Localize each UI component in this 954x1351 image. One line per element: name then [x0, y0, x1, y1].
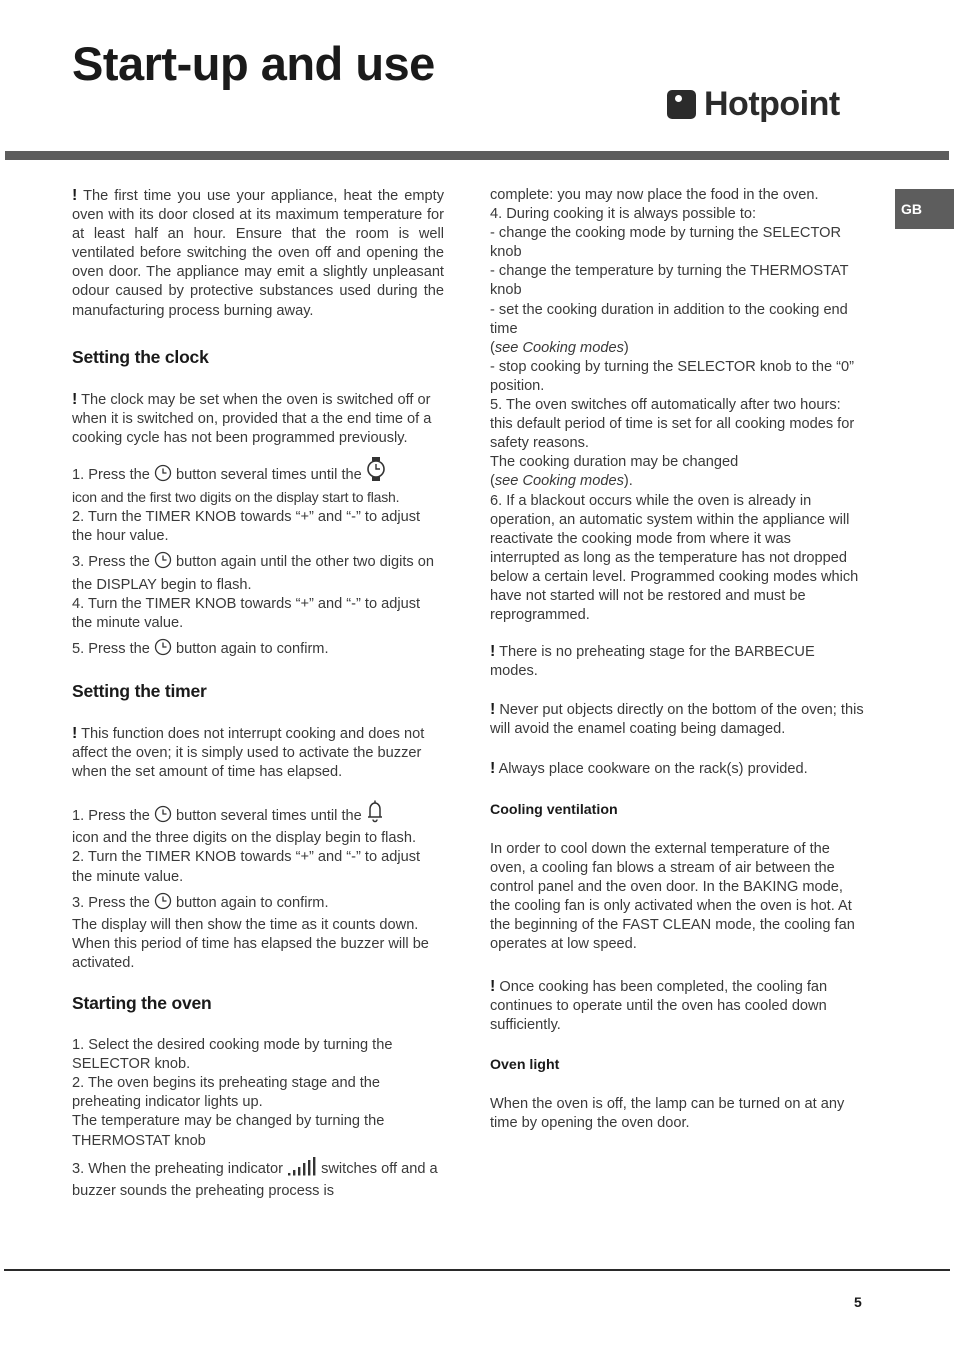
clock-button-icon [154, 805, 172, 829]
clock-step-5: 5. Press the button again to confirm. [72, 638, 444, 662]
timer-step-3-detail: The display will then show the time as it counts down. When this period of time has elapsed the buzzer will be activated. [72, 916, 429, 971]
warning-mark: ! [490, 759, 496, 777]
watch-icon [366, 456, 386, 488]
left-column [72, 186, 444, 1201]
step-4-c: - set the cooking duration in addition to the cooking end time [490, 301, 848, 337]
warning-mark: ! [72, 187, 78, 204]
clock-step-1: 1. Press the button several times until the icon and the first two digits on the display start to flash. [72, 456, 444, 508]
step-5b: The cooking duration may be changed [490, 454, 739, 471]
oven-step-2: 2. The oven begins its preheating stage and the preheating indicator lights up. [72, 1075, 381, 1111]
warning-mark: ! [490, 643, 496, 661]
oven-step-3: 3. When the preheating indicator switches off and a buzzer sounds the preheating process is [72, 1156, 444, 1201]
see-cooking-modes-ref-2: (see Cooking modes). [490, 473, 633, 490]
oven-light-text: When the oven is off, the lamp can be turned on at any time by opening the oven door. [490, 1095, 845, 1131]
see-cooking-modes-ref: (see Cooking modes) [490, 339, 629, 356]
cooling-note: ! Once cooking has been completed, the cooling fan continues to operate until the oven has cooled down sufficiently. [490, 978, 828, 1034]
warning-rack: ! Always place cookware on the rack(s) provided. [490, 759, 808, 777]
heading-setting-clock: Setting the clock [72, 346, 209, 367]
oven-step-1: 1. Select the desired cooking mode by turning the SELECTOR knob. [72, 1037, 393, 1073]
clock-button-icon [154, 638, 172, 662]
clock-button-icon [154, 464, 172, 488]
oven-step-2b: The temperature may be changed by turning the THERMOSTAT knob [72, 1113, 385, 1149]
step-4-d: - stop cooking by turning the SELECTOR knob to the “0” position. [490, 358, 854, 394]
page-number: 5 [854, 1294, 862, 1310]
warning-bottom: ! Never put objects directly on the bottom of the oven; this will avoid the enamel coating being damaged. [490, 701, 864, 738]
clock-step-3: 3. Press the button again until the other two digits on the DISPLAY begin to flash. [72, 551, 444, 594]
timer-step-1: 1. Press the button several times until the icon and the three digits on the display begin to flash. [72, 799, 444, 848]
heading-starting-oven: Starting the oven [72, 993, 212, 1013]
heading-oven-light: Oven light [490, 1056, 560, 1073]
step-6: 6. If a blackout occurs while the oven is already in operation, an automatic system within the appliance will reactivate the cooking mode from where it was interrupted as long as the temperature has not dropped below a certain level. Programmed cooking modes which have not started will not be restored and must be reprogrammed. [490, 492, 859, 624]
clock-step-4: 4. Turn the TIMER KNOB towards “+” and “-” to adjust the minute value. [72, 595, 421, 631]
brand-logo [667, 86, 840, 122]
preheat-continued: complete: you may now place the food in the oven. [490, 187, 819, 203]
footer-rule [4, 1269, 950, 1271]
warning-barbecue: ! There is no preheating stage for the BARBECUE modes. [490, 643, 815, 680]
warning-mark: ! [490, 978, 496, 996]
brand-name: Hotpoint [704, 84, 840, 123]
step-4-a: - change the cooking mode by turning the SELECTOR knob [490, 225, 841, 261]
timer-note: ! This function does not interrupt cooking and does not affect the oven; it is simply used to activate the buzzer when the set amount of time has elapsed. [72, 724, 425, 781]
clock-note: ! The clock may be set when the oven is switched off or when it is switched on, provided that a the end time of a cooking cycle has not been programmed previously. [72, 390, 432, 446]
warning-mark: ! [72, 390, 78, 408]
intro-paragraph: ! The first time you use your appliance, heat the empty oven with its door closed at its maximum temperature for at least half an hour. Ensure that the room is well ventilated before switching the oven off and opening the oven door. The appliance may emit a slightly unpleasant odour caused by protective substances used during the manufacturing process burning away. [72, 187, 444, 319]
page-title: Start-up and use [72, 37, 435, 90]
timer-step-2: 2. Turn the TIMER KNOB towards “+” and “-” to adjust the minute value. [72, 849, 421, 885]
hotpoint-logo-icon [667, 90, 696, 119]
heading-setting-timer: Setting the timer [72, 680, 207, 701]
clock-step-2: 2. Turn the TIMER KNOB towards “+” and “-” to adjust the hour value. [72, 509, 421, 545]
warning-mark: ! [72, 724, 78, 742]
warning-mark: ! [490, 701, 496, 719]
heading-cooling-ventilation: Cooling ventilation [490, 801, 618, 818]
step-5: 5. The oven switches off automatically after two hours: this default period of time is set for all cooking modes for safety reasons. [490, 397, 855, 452]
language-tab: GB [895, 189, 954, 229]
bell-icon [366, 799, 384, 829]
clock-button-icon [154, 892, 172, 916]
clock-button-icon [154, 551, 172, 575]
preheat-bars-icon [287, 1156, 317, 1182]
right-column [490, 186, 864, 1133]
step-4: 4. During cooking it is always possible to: [490, 206, 757, 223]
cooling-text: In order to cool down the external temperature of the oven, a cooling fan blows a stream of air between the control panel and the oven door. In the BAKING mode, the cooling fan is only activated when the oven is hot. At the beginning of the FAST CLEAN mode, the cooling fan operates at low speed. [490, 840, 855, 953]
step-4-b: - change the temperature by turning the THERMOSTAT knob [490, 263, 849, 299]
timer-step-3: 3. Press the button again to confirm. [72, 892, 444, 916]
header-rule [5, 151, 949, 160]
